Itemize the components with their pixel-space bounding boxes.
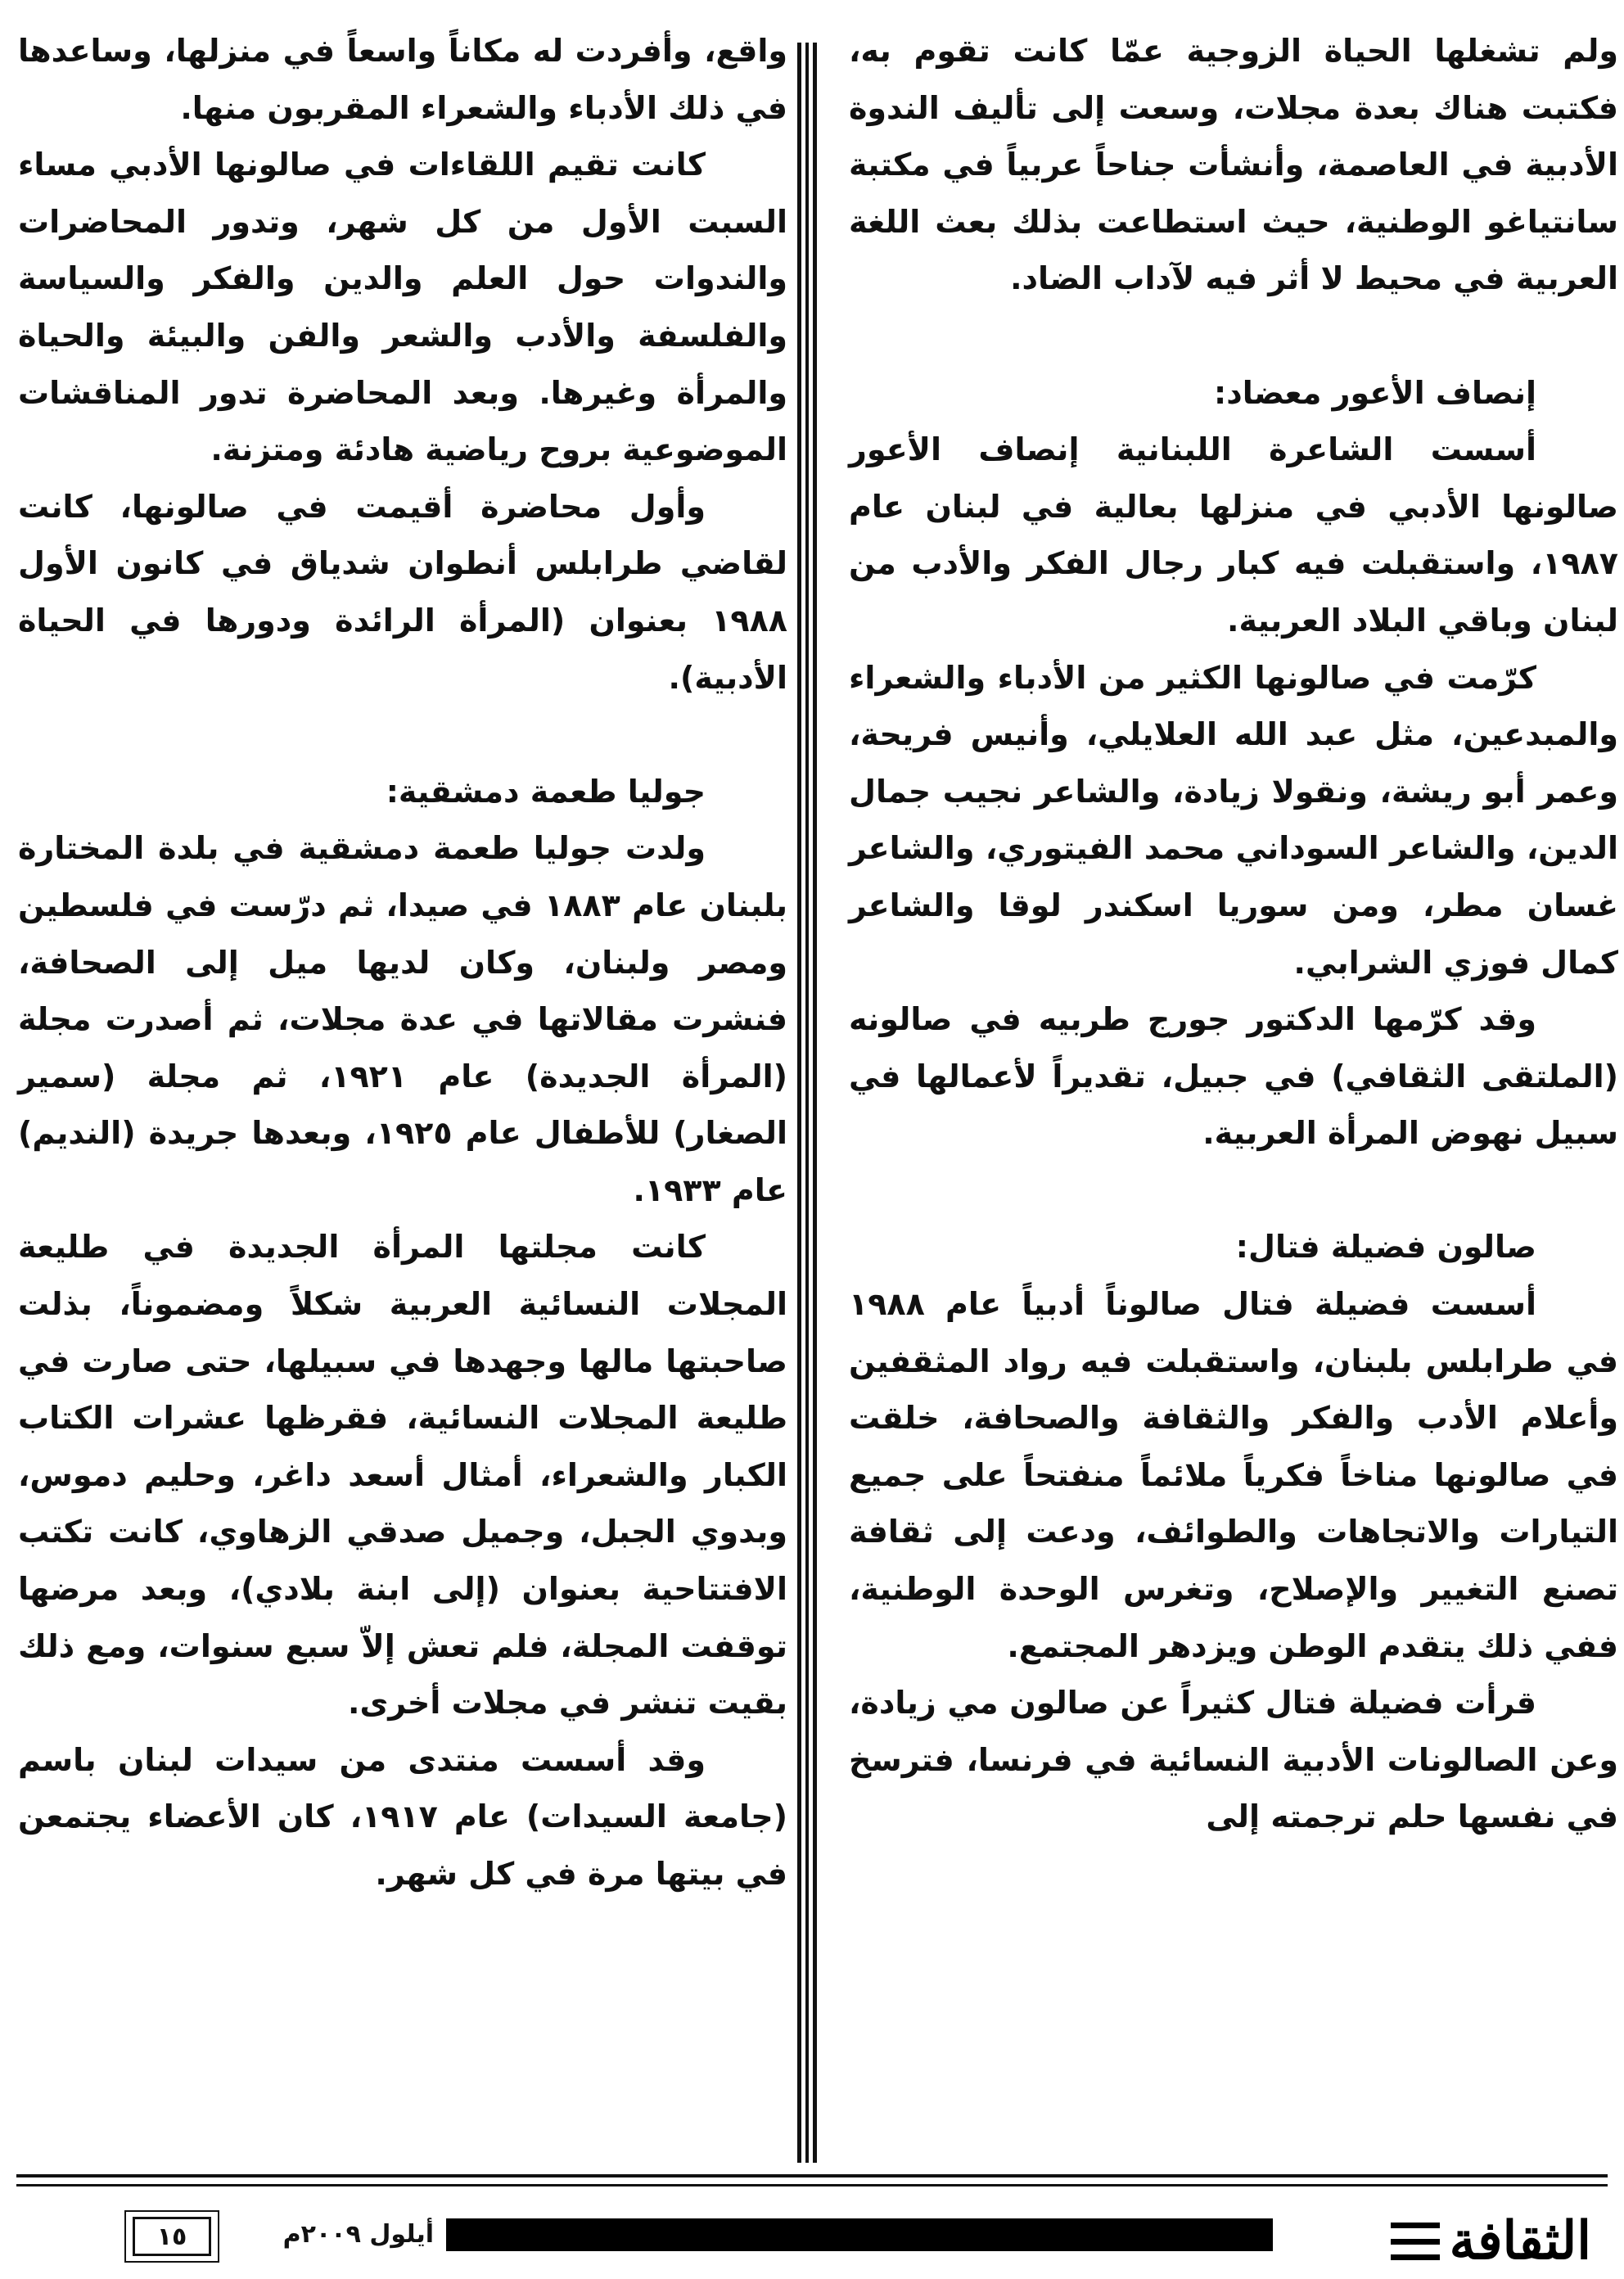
- right-column-section-heading: إنصاف الأعور معضاد:: [1214, 374, 1536, 411]
- left-column-paragraph: ولدت جوليا طعمة دمشقية في بلدة المختارة بلبنان عام ١٨٨٣ في صيدا، ثم درّست في فلسطين ومصر ولبنان، وكان لديها ميل إلى الصحافة، فنشرت مقالاتها في عدة مجلات، ثم أصدرت مجلة (المرأة الجديدة) عام ١٩٢١، ثم مجلة (سمير الصغار) للأطفال عام ١٩٢٥، وبعدها جريدة (النديم) عام ١٩٣٣.: [18, 830, 788, 1208]
- magazine-masthead: [1391, 2212, 1591, 2271]
- left-column-paragraph: وأول محاضرة أقيمت في صالونها، كانت لقاضي طرابلس أنطوان شدياق في كانون الأول ١٩٨٨ بعنوان (المرأة الرائدة ودورها في الحياة الأدبية).: [18, 488, 787, 696]
- column-divider: [797, 43, 817, 2163]
- right-column-paragraph: ولم تشغلها الحياة الزوجية عمّا كانت تقوم به، فكتبت هناك بعدة مجلات، وسعت إلى تأليف الندوة الأدبية في العاصمة، وأنشأت جناحاً عربياً في مكتبة سانتياغو الوطنية، حيث استطاعت بذلك بعث اللغة العربية في محيط لا أثر فيه لآداب الضاد.: [849, 33, 1618, 297]
- left-column-paragraph: كانت تقيم اللقاءات في صالونها الأدبي مساء السبت الأول من كل شهر، وتدور المحاضرات والندوات حول العلم والدين والفكر والسياسة والفلسفة والأدب والشعر والفن والبيئة والحياة والمرأة وغيرها. وبعد المحاضرة تدور المناقشات الموضوعية بروح رياضية هادئة ومتزنة.: [18, 147, 787, 468]
- left-column-paragraph: وقد أسست منتدى من سيدات لبنان باسم (جامعة السيدات) عام ١٩١٧، كان الأعضاء يجتمعن في بيتها مرة في كل شهر.: [18, 1741, 787, 1892]
- article-column-left: [18, 23, 787, 1903]
- right-column-paragraph: وقد كرّمها الدكتور جورج طربيه في صالونه (الملتقى الثقافي) في جبيل، تقديراً لأعمالها في سبيل نهوض المرأة العربية.: [849, 1001, 1618, 1152]
- issue-date: أيلول ٢٠٠٩م: [282, 2220, 434, 2249]
- right-column-paragraph: كرّمت في صالونها الكثير من الأدباء والشعراء والمبدعين، مثل عبد الله العلايلي، وأنيس فريحة، وعمر أبو ريشة، ونقولا زيادة، والشاعر نجيب جمال الدين، والشاعر السوداني محمد الفيتوري، والشاعر غسان مطر، ومن سوريا اسكندر لوقا والشاعر كمال فوزي الشرابي.: [849, 659, 1618, 981]
- footer-black-bar: [446, 2218, 1273, 2251]
- masthead-title: الثقافة: [1449, 2210, 1591, 2272]
- right-column-paragraph: أسست الشاعرة اللبنانية إنصاف الأعور صالونها الأدبي في منزلها بعالية في لبنان عام ١٩٨٧، واستقبلت فيه كبار رجال الفكر والأدب من لبنان وباقي البلاد العربية.: [849, 431, 1618, 639]
- article-column-right: [849, 23, 1618, 1846]
- page-number: ١٥: [133, 2217, 211, 2256]
- footer-rule-bottom: [16, 2184, 1608, 2186]
- left-column-paragraph: كانت مجلتها المرأة الجديدة في طليعة المجلات النسائية العربية شكلاً ومضموناً، بذلت صاحبتها مالها وجهدها في سبيلها، حتى صارت في طليعة المجلات النسائية، فقرظها عشرات الكتاب الكبار والشعراء، أمثال أسعد داغر، وحليم دموس، وبدوي الجبل، وجميل صدقي الزهاوي، كانت تكتب الافتتاحية بعنوان (إلى ابنة بلادي)، وبعد مرضها توقفت المجلة، فلم تعش إلاّ سبع سنوات، ومع ذلك بقيت تنشر في مجلات أخرى.: [18, 1229, 787, 1722]
- left-column-section-heading: جوليا طعمة دمشقية:: [386, 773, 706, 810]
- page-footer: [0, 2169, 1624, 2279]
- masthead-bars-icon: [1391, 2223, 1440, 2260]
- right-column-section-heading: صالون فضيلة فتال:: [1235, 1229, 1536, 1266]
- right-column-paragraph: أسست فضيلة فتال صالوناً أدبياً عام ١٩٨٨ في طرابلس بلبنان، واستقبلت فيه رواد المثقفين وأعلام الأدب والفكر والثقافة والصحافة، خلقت في صالونها مناخاً فكرياً ملائماً منفتحاً على جميع التيارات والاتجاهات والطوائف، ودعت إلى ثقافة تصنع التغيير والإصلاح، وتغرس الوحدة الوطنية، ففي ذلك يتقدم الوطن ويزدهر المجتمع.: [849, 1286, 1618, 1664]
- footer-rule-top: [16, 2174, 1608, 2177]
- right-column-paragraph: قرأت فضيلة فتال كثيراً عن صالون مي زيادة، وعن الصالونات الأدبية النسائية في فرنسا، فترسخ في نفسها حلم ترجمته إلى: [849, 1685, 1618, 1835]
- left-column-paragraph: واقع، وأفردت له مكاناً واسعاً في منزلها، وساعدها في ذلك الأدباء والشعراء المقربون منها.: [18, 33, 787, 126]
